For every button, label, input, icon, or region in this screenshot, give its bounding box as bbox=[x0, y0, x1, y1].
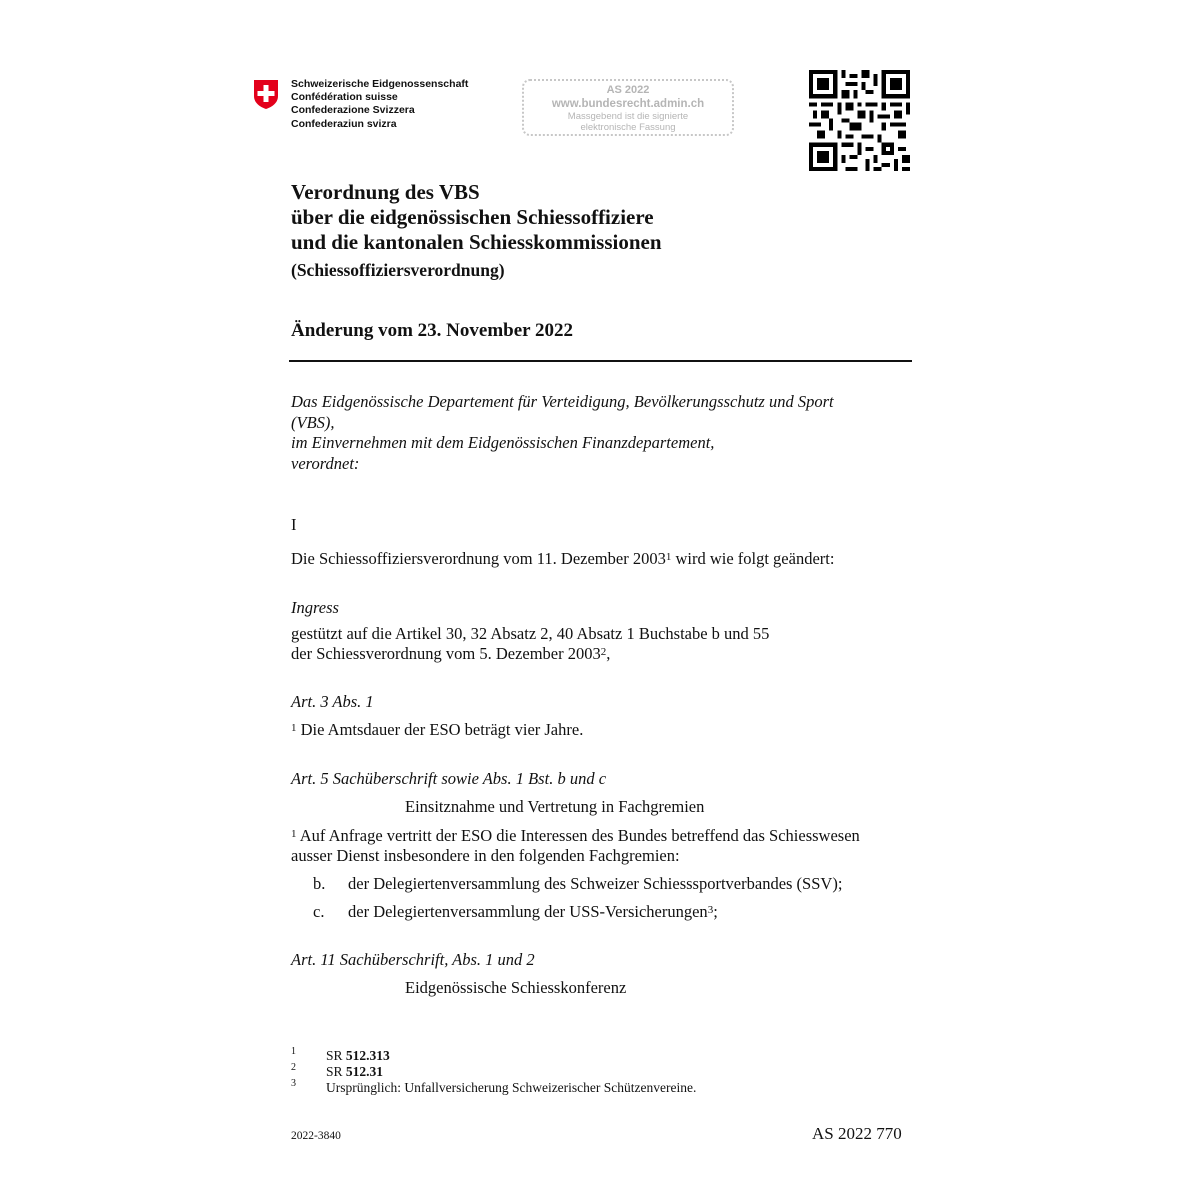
title-line-3: und die kantonalen Schiesskommissionen bbox=[291, 230, 662, 254]
qr-code-icon bbox=[809, 70, 910, 171]
preamble-line-3: im Einvernehmen mit dem Eidgenössischen Finanzdepartement, bbox=[291, 433, 715, 452]
swiss-cross-shield-icon bbox=[252, 78, 280, 110]
art5-line-1-text: Auf Anfrage vertritt der ESO die Interessen des Bundes betreffend das Schiesswesen bbox=[296, 826, 860, 845]
preamble-line-4: verordnet: bbox=[291, 453, 360, 473]
ingress-text bbox=[291, 624, 911, 664]
list-item-c-end: ; bbox=[713, 902, 718, 921]
short-title: (Schiessoffiziersverordnung) bbox=[291, 260, 505, 280]
footnote-1-ref[interactable]: 512.313 bbox=[345, 1048, 390, 1063]
list-item-c-text: der Delegiertenversammlung der USS-Versicherungen bbox=[348, 902, 708, 921]
footnote-1 bbox=[326, 1048, 390, 1063]
ingress-heading: Ingress bbox=[291, 598, 339, 617]
list-label-c: c. bbox=[313, 902, 325, 921]
art3-text: Die Amtsdauer der ESO beträgt vier Jahre. bbox=[296, 720, 584, 739]
footnote-2 bbox=[326, 1064, 383, 1079]
gov-line-fr: Confédération suisse bbox=[291, 91, 398, 104]
intro-paragraph bbox=[291, 549, 834, 569]
art3-paragraph bbox=[291, 720, 583, 740]
stamp-line-1: AS 2022 bbox=[606, 84, 650, 96]
ingress-line-1: gestützt auf die Artikel 30, 32 Absatz 2, 40 Absatz 1 Buchstabe b und 55 bbox=[291, 624, 770, 643]
list-label-b: b. bbox=[313, 874, 326, 893]
title-divider bbox=[289, 360, 912, 362]
footnote-1-prefix: SR bbox=[326, 1048, 346, 1063]
footnote-2-prefix: SR bbox=[326, 1064, 346, 1079]
list-item-c bbox=[348, 902, 718, 922]
art11-heading: Art. 11 Sachüberschrift, Abs. 1 und 2 bbox=[291, 950, 535, 969]
document-title bbox=[291, 180, 911, 255]
preamble-line-1: Das Eidgenössische Departement für Verteidigung, Bevölkerungsschutz und Sport bbox=[291, 392, 834, 411]
document-number: 2022-3840 bbox=[291, 1130, 341, 1142]
ingress-line-2-text: der Schiessverordnung vom 5. Dezember 2003 bbox=[291, 644, 601, 663]
paragraph-number: 1 bbox=[291, 722, 297, 734]
footnote-ref-2[interactable]: 2 bbox=[600, 646, 607, 658]
paragraph-number: 1 bbox=[291, 828, 297, 840]
title-line-1: Verordnung des VBS bbox=[291, 180, 480, 204]
title-line-2: über die eidgenössischen Schiessoffiziere bbox=[291, 205, 654, 229]
footnote-ref-1[interactable]: 1 bbox=[665, 551, 672, 563]
stamp-line-3: Massgebend ist die signierte bbox=[567, 111, 689, 122]
preamble-line-2: (VBS), bbox=[291, 412, 335, 432]
gov-line-rm: Confederaziun svizra bbox=[291, 117, 397, 130]
intro-text-end: wird wie folgt geändert: bbox=[671, 549, 835, 568]
stamp-line-2[interactable]: www.bundesrecht.admin.ch bbox=[551, 98, 705, 110]
intro-text: Die Schiessoffiziersverordnung vom 11. Dezember 2003 bbox=[291, 549, 666, 568]
list-item-b: der Delegiertenversammlung des Schweizer Schiesssportverbandes (SSV); bbox=[348, 874, 843, 893]
gov-line-de: Schweizerische Eidgenossenschaft bbox=[291, 78, 469, 90]
art3-heading: Art. 3 Abs. 1 bbox=[291, 692, 374, 711]
art5-line-2: ausser Dienst insbesondere in den folgenden Fachgremien: bbox=[291, 846, 680, 865]
footnote-number-2: 2 bbox=[291, 1062, 296, 1073]
ingress-line-2-end: , bbox=[606, 644, 611, 663]
gov-line-it: Confederazione Svizzera bbox=[291, 104, 415, 117]
art5-subtitle: Einsitznahme und Vertretung in Fachgremien bbox=[405, 797, 705, 816]
government-name-block bbox=[291, 78, 468, 131]
footnote-number-3: 3 bbox=[291, 1078, 296, 1089]
preamble bbox=[291, 392, 911, 474]
art11-subtitle: Eidgenössische Schiesskonferenz bbox=[405, 978, 627, 997]
footnote-ref-3[interactable]: 3 bbox=[707, 904, 714, 916]
publication-stamp bbox=[522, 79, 734, 136]
amendment-date: Änderung vom 23. November 2022 bbox=[291, 320, 574, 341]
section-number: I bbox=[291, 515, 297, 534]
art5-paragraph bbox=[291, 826, 921, 866]
art5-heading: Art. 5 Sachüberschrift sowie Abs. 1 Bst. b und c bbox=[291, 769, 607, 788]
footnote-3: Ursprünglich: Unfallversicherung Schweizerischer Schützenvereine. bbox=[326, 1080, 697, 1095]
official-collection-reference: AS 2022 770 bbox=[812, 1124, 902, 1143]
ingress-line-2 bbox=[291, 644, 911, 664]
stamp-line-4: elektronische Fassung bbox=[580, 122, 676, 133]
art5-line-1 bbox=[291, 826, 921, 846]
footnote-2-ref[interactable]: 512.31 bbox=[345, 1064, 384, 1079]
footnote-number-1: 1 bbox=[291, 1046, 296, 1057]
